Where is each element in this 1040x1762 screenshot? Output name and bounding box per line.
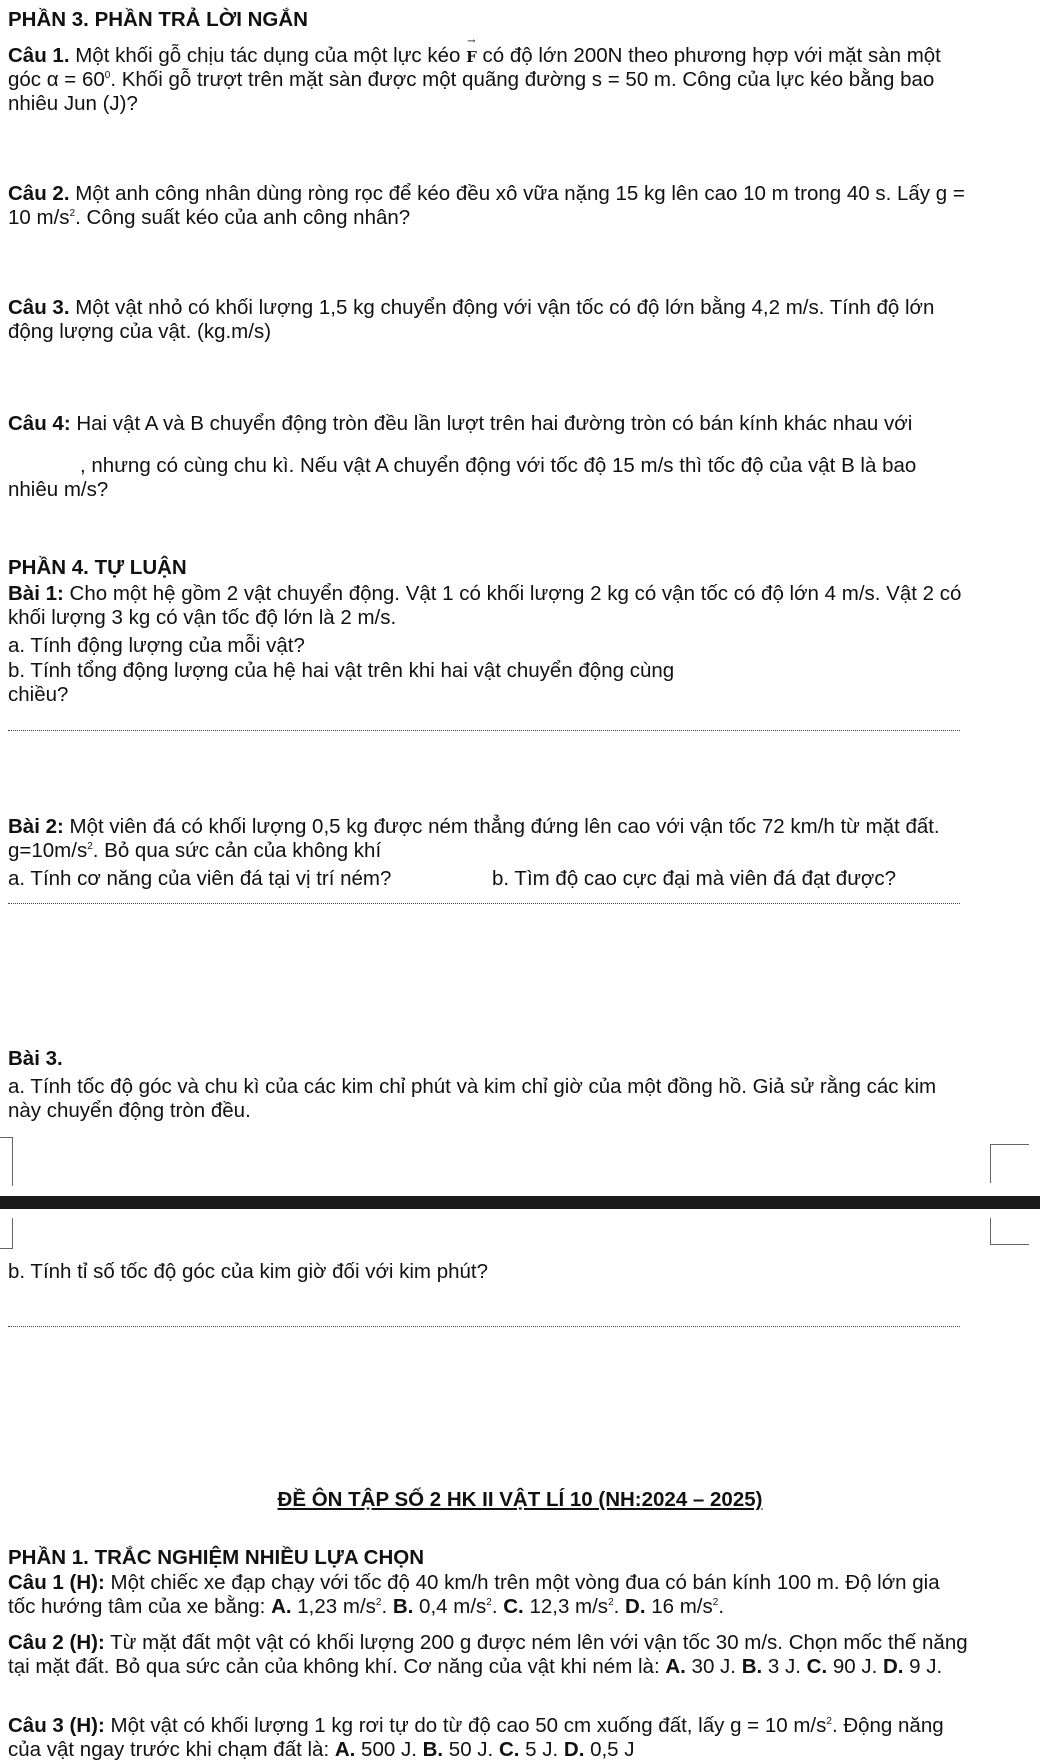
bai3-part-a: a. Tính tốc độ góc và chu kì của các kim chỉ phút và kim chỉ giờ của một đồng hồ. Giả sử rằng các kim này chuyển động tròn đều.: [8, 1075, 937, 1123]
question-1: [8, 44, 968, 117]
bai1-part-b: b. Tính tổng động lượng của hệ hai vật trên khi hai vật chuyển động cùng chiều?: [8, 659, 675, 707]
c3-exponent: 2: [826, 1716, 832, 1728]
exam-title: ĐỀ ÔN TẬP SỐ 2 HK II VẬT LÍ 10 (NH:2024 – 2025): [277, 1488, 763, 1511]
part3-heading: PHẦN 3. PHẦN TRẢ LỜI NGẮN: [8, 8, 308, 31]
c1-label: Câu 1 (H):: [8, 1571, 105, 1594]
c2-value-d: 9 J.: [903, 1655, 943, 1679]
bai2-part-b: b. Tìm độ cao cực đại mà viên đá đạt được?: [492, 867, 897, 890]
bai-1: [8, 582, 968, 630]
c2-option-d: D.: [882, 1655, 904, 1679]
question-4-line2: , nhưng có cùng chu kì. Nếu vật A chuyển động với tốc độ 15 m/s thì tốc độ của vật B là bao nhiêu m/s?: [8, 454, 917, 502]
c1-exp-a: 2: [375, 1597, 382, 1609]
c3-option-a: A.: [334, 1738, 356, 1762]
c1-exp-d: 2: [712, 1597, 719, 1609]
c3-value-b: 50 J.: [443, 1738, 494, 1762]
part4-heading: PHẦN 4. TỰ LUẬN: [8, 556, 187, 579]
c1-option-a: A.: [271, 1595, 292, 1619]
c3-value-d: 0,5 J: [584, 1738, 635, 1762]
c1-value-d: 16 m/s: [645, 1595, 713, 1619]
frame-corner: [990, 1144, 1029, 1183]
c1-value-a: 1,23 m/s: [291, 1595, 376, 1619]
mcq-3: [8, 1714, 968, 1762]
q4-line1: Hai vật A và B chuyển động tròn đều lần lượt trên hai đường tròn có bán kính khác nhau với: [70, 412, 913, 435]
question-4-line1: [8, 412, 968, 436]
c1-value-c: 12,3 m/s: [523, 1595, 609, 1619]
c1-option-d: D.: [625, 1595, 646, 1619]
c2-text: Từ mặt đất một vật có khối lượng 200 g được ném lên với vận tốc 30 m/s. Chọn mốc thế năng tại mặt đất. Bỏ qua sức cản của không khí. Cơ năng của vật khi ném là:: [8, 1631, 968, 1679]
q1-degree: 0: [104, 70, 111, 82]
c2-option-b: B.: [741, 1655, 763, 1679]
q2-label: Câu 2.: [8, 182, 70, 205]
c3-label: Câu 3 (H):: [8, 1714, 105, 1737]
heavy-divider: [0, 1196, 1040, 1209]
c3-option-c: C.: [498, 1738, 520, 1762]
bai1-part-a: a. Tính động lượng của mỗi vật?: [8, 634, 305, 657]
c3-text-b: . Động năng của vật ngay trước khi chạm đất là:: [8, 1714, 944, 1762]
bai-2: [8, 815, 968, 863]
mcq-2: [8, 1631, 968, 1679]
answer-dotted-line: [8, 903, 960, 904]
answer-dotted-line: [8, 1326, 960, 1327]
q4-label: Câu 4:: [8, 412, 71, 435]
q1-text-b: có độ lớn 200N theo phương hợp với mặt sàn một góc α = 60: [8, 44, 941, 92]
bai2-text-b: . Bỏ qua sức cản của không khí: [92, 839, 382, 863]
bai2-parts: [8, 867, 968, 891]
c3-option-d: D.: [563, 1738, 585, 1762]
c2-option-c: C.: [806, 1655, 828, 1679]
c2-label: Câu 2 (H):: [8, 1631, 105, 1654]
c2-option-a: A.: [665, 1655, 686, 1679]
bai3-part-b: b. Tính tỉ số tốc độ góc của kim giờ đối với kim phút?: [8, 1260, 489, 1283]
force-vector-symbol: → F: [466, 49, 477, 67]
c2-value-a: 30 J.: [685, 1655, 736, 1679]
q2-text-a: Một anh công nhân dùng ròng rọc để kéo đều xô vữa nặng 15 kg lên cao 10 m trong 40 s. Lấy g = 10 m/s: [8, 182, 965, 230]
c2-value-c: 90 J.: [827, 1655, 878, 1679]
c3-value-a: 500 J.: [355, 1738, 417, 1762]
c1-value-b: 0,4 m/s: [413, 1595, 487, 1619]
mcq-1: Câu 1 (H): Một chiếc xe đạp chạy với tốc độ 40 km/h trên một vòng đua có bán kính 100 m. Độ lớn gia tốc hướng tâm của xe bằng: A. 1,23 $m/s^2$. B. 0,4 $m/s^2$. C. 12,3 $m/s^2$. D. 16 $m/s^2$.: [8, 1571, 940, 1619]
question-2: [8, 182, 968, 230]
c2-value-b: 3 J.: [762, 1655, 801, 1679]
bai1-text: Cho một hệ gồm 2 vật chuyển động. Vật 1 có khối lượng 2 kg có vận tốc có độ lớn 4 m/s. Vật 2 có khối lượng 3 kg có vận tốc độ lớn là 2 m/s.: [8, 582, 962, 630]
c1-exp-c: 2: [608, 1597, 614, 1609]
bai2-text-a: Một viên đá có khối lượng 0,5 kg được ném thẳng đứng lên cao với vận tốc 72 km/h từ mặt đất. g=10m/s: [8, 815, 940, 863]
answer-dotted-line: [8, 730, 960, 731]
c3-option-b: B.: [422, 1738, 444, 1762]
q2-exponent: 2: [69, 208, 76, 220]
bai2-label: Bài 2:: [8, 815, 64, 838]
frame-corner: [0, 1218, 13, 1249]
frame-corner: [990, 1218, 1029, 1245]
c1-exp-b: 2: [486, 1597, 492, 1609]
q1-text-a: Một khối gỗ chịu tác dụng của một lực kéo: [69, 44, 467, 67]
part1-heading: PHẦN 1. TRẮC NGHIỆM NHIỀU LỰA CHỌN: [8, 1546, 425, 1569]
c1-option-c: C.: [503, 1595, 524, 1619]
q1-text-c: . Khối gỗ trượt trên mặt sàn được một quãng đường s = 50 m. Công của lực kéo bằng bao nhiêu Jun (J)?: [8, 68, 935, 116]
c3-value-c: 5 J.: [519, 1738, 559, 1762]
c1-text: Một chiếc xe đạp chạy với tốc độ 40 km/h trên một vòng đua có bán kính 100 m. Độ lớn gia tốc hướng tâm của xe bằng:: [8, 1571, 940, 1619]
question-3: [8, 296, 968, 344]
frame-corner: [0, 1137, 13, 1186]
q1-label: Câu 1.: [8, 44, 70, 67]
c1-option-b: B.: [392, 1595, 414, 1619]
bai1-label: Bài 1:: [8, 582, 64, 605]
c3-text-a: Một vật có khối lượng 1 kg rơi tự do từ độ cao 50 cm xuống đất, lấy g = 10 m/s: [104, 1714, 827, 1737]
bai3-label: Bài 3.: [8, 1047, 63, 1070]
bai2-part-a: a. Tính cơ năng của viên đá tại vị trí ném?: [8, 867, 392, 890]
q2-text-b: . Công suất kéo của anh công nhân?: [75, 206, 411, 230]
bai2-exponent: 2: [87, 841, 93, 853]
q3-text: Một vật nhỏ có khối lượng 1,5 kg chuyển động với vận tốc có độ lớn bằng 4,2 m/s. Tính độ lớn động lượng của vật. (kg.m/s): [8, 296, 935, 344]
q3-label: Câu 3.: [8, 296, 70, 319]
